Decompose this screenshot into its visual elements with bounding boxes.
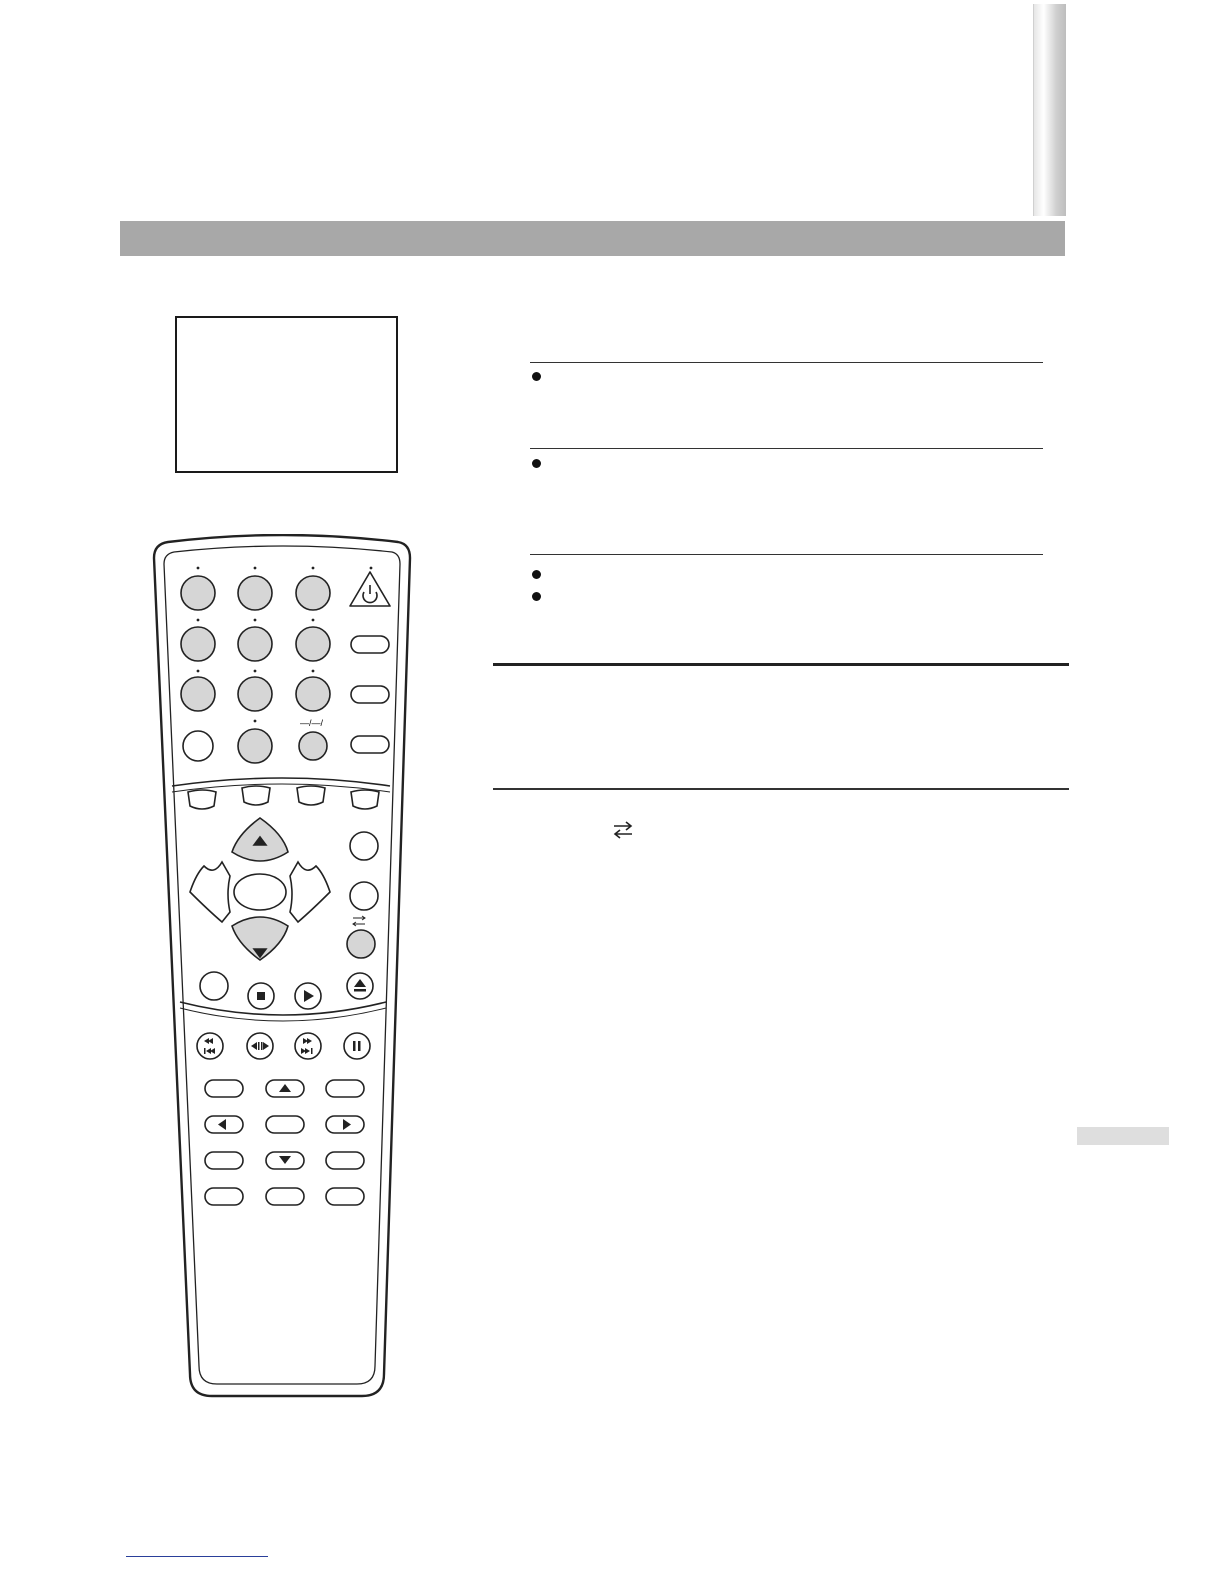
play-button[interactable]	[295, 983, 321, 1009]
digit-select-button[interactable]	[299, 732, 327, 760]
num-5-button[interactable]	[238, 627, 272, 661]
group-divider-2	[530, 448, 1043, 449]
slow-button[interactable]	[247, 1033, 273, 1059]
repeat-button[interactable]	[347, 930, 375, 958]
stop-icon	[257, 992, 265, 1000]
lower-button-3[interactable]	[326, 1080, 364, 1097]
footer-link[interactable]	[126, 1556, 268, 1557]
menu-button-2[interactable]	[242, 786, 270, 805]
pause-button[interactable]	[344, 1033, 370, 1059]
section-header-bar	[120, 221, 1065, 256]
num-1-button[interactable]	[181, 576, 215, 610]
side-button-1[interactable]	[351, 636, 389, 653]
lower-button-11[interactable]	[266, 1188, 304, 1205]
side-round-button-2[interactable]	[350, 882, 378, 910]
menu-button-4[interactable]	[351, 790, 379, 809]
menu-button-1[interactable]	[188, 790, 216, 809]
num-8-button[interactable]	[238, 677, 272, 711]
group-divider-1	[530, 362, 1043, 363]
rewind-prev-button[interactable]	[197, 1033, 223, 1059]
num-3-button[interactable]	[296, 576, 330, 610]
chapter-side-tab	[1033, 4, 1066, 216]
function-button[interactable]	[183, 731, 213, 761]
side-round-button-1[interactable]	[350, 832, 378, 860]
num-9-button[interactable]	[296, 677, 330, 711]
lower-button-1[interactable]	[205, 1080, 243, 1097]
bullet-point	[532, 570, 541, 579]
num-2-button[interactable]	[238, 576, 272, 610]
bullet-point	[532, 459, 541, 468]
tv-screen-illustration	[175, 316, 398, 473]
lower-center-button[interactable]	[266, 1116, 304, 1133]
remote-control-illustration	[148, 534, 418, 1404]
note-top-rule	[493, 663, 1069, 666]
lower-button-10[interactable]	[205, 1188, 243, 1205]
stop-button[interactable]	[248, 983, 274, 1009]
note-bottom-rule	[493, 788, 1069, 790]
forward-next-button[interactable]	[295, 1033, 321, 1059]
repeat-icon	[610, 820, 636, 840]
page-number-tab	[1077, 1127, 1169, 1145]
side-button-2[interactable]	[351, 686, 389, 703]
side-button-3[interactable]	[351, 736, 389, 753]
lower-button-7[interactable]	[205, 1152, 243, 1169]
group-divider-3	[530, 554, 1043, 555]
enter-button[interactable]	[234, 874, 286, 910]
num-7-button[interactable]	[181, 677, 215, 711]
menu-button-3[interactable]	[297, 786, 325, 805]
bullet-point	[532, 372, 541, 381]
eject-button[interactable]	[347, 973, 373, 999]
num-0-button[interactable]	[238, 729, 272, 763]
round-button[interactable]	[200, 972, 228, 1000]
lower-button-12[interactable]	[326, 1188, 364, 1205]
bullet-point	[532, 592, 541, 601]
num-6-button[interactable]	[296, 627, 330, 661]
lower-button-9[interactable]	[326, 1152, 364, 1169]
num-4-button[interactable]	[181, 627, 215, 661]
digit-select-label: —/—/	[300, 718, 324, 728]
